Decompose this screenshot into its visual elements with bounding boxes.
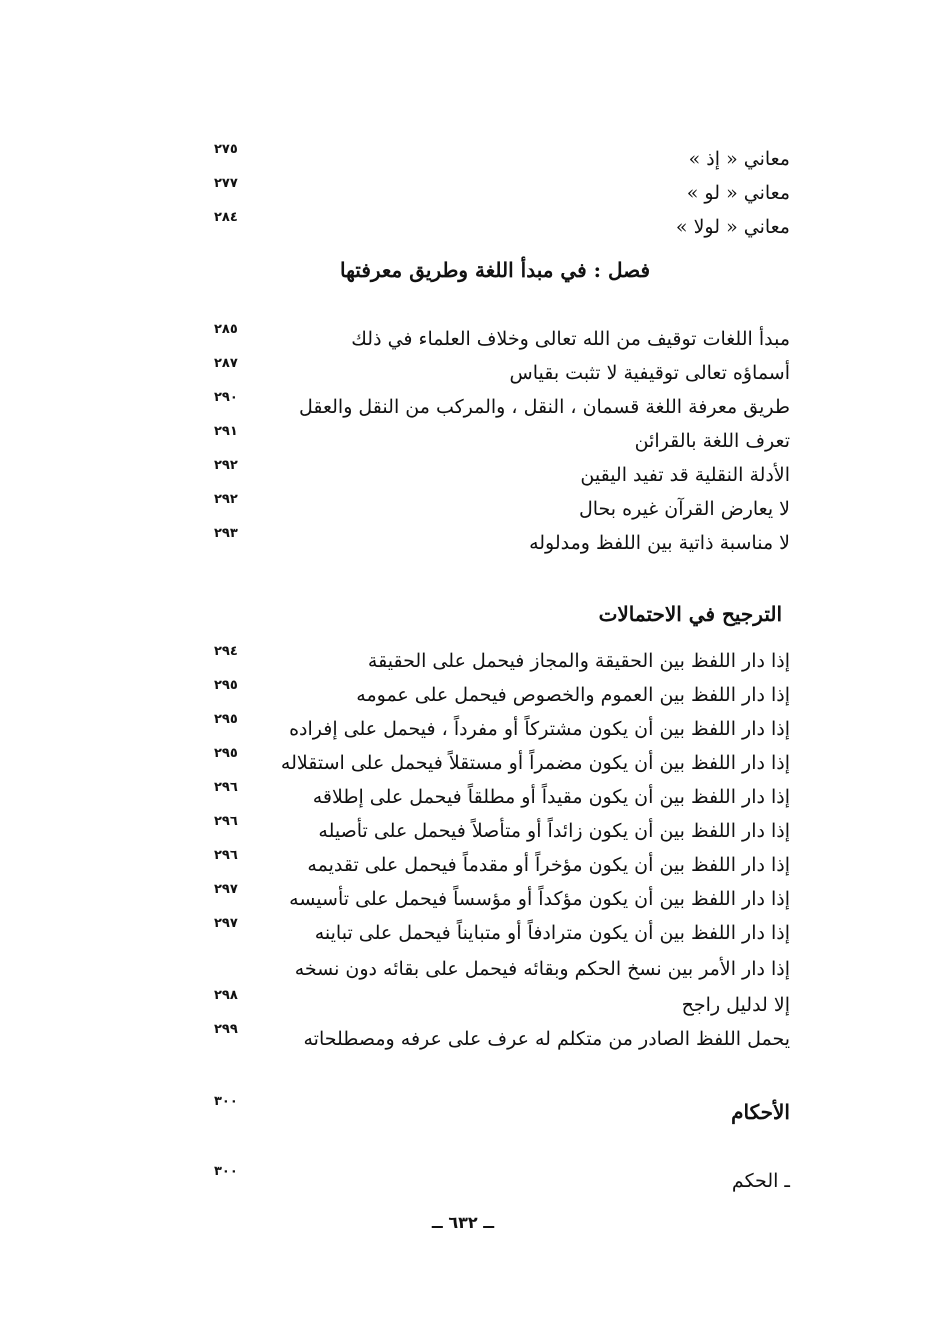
toc-entry-title: معاني « لولا »	[675, 216, 790, 238]
section-heading: فصل : في مبدأ اللغة وطريق معرفتها	[339, 258, 651, 282]
toc-entry	[200, 492, 790, 532]
toc-entry	[200, 848, 790, 888]
toc-entry-page: ٣٠٠	[214, 1094, 238, 1109]
toc-entry-page: ٢٩٩	[214, 1022, 238, 1037]
toc-entry-page: ٢٨٧	[214, 356, 238, 371]
toc-entry-page: ٢٩٦	[214, 780, 238, 795]
toc-entry-page: ٢٩٦	[214, 848, 238, 863]
toc-entry-title: إذا دار اللفظ بين أن يكون زائداً أو متأصلاً فيحمل على تأصيله	[318, 820, 790, 842]
toc-entry-title: لا مناسبة ذاتية بين اللفظ ومدلوله	[529, 532, 790, 554]
toc-entry-page: ٢٩٨	[214, 988, 238, 1003]
toc-entry-title: إذا دار اللفظ بين العموم والخصوص فيحمل على عمومه	[356, 684, 790, 706]
toc-entry	[200, 988, 790, 1028]
toc-entry	[200, 780, 790, 820]
toc-entry-page: ٢٩٠	[214, 390, 238, 405]
toc-entry-line	[200, 958, 790, 992]
toc-entry-title: لا يعارض القرآن غيره بحال	[578, 498, 790, 520]
toc-entry	[200, 882, 790, 922]
toc-entry-title: أسماؤه تعالى توقيفية لا تثبت بقياس	[509, 362, 790, 384]
toc-entry-page: ٢٩٦	[214, 814, 238, 829]
toc-entry	[200, 678, 790, 718]
toc-entry	[200, 746, 790, 786]
section-heading: الأحكام	[731, 1100, 790, 1124]
toc-entry	[200, 390, 790, 430]
toc-entry-page: ٢٨٤	[214, 210, 238, 225]
toc-entry-title: إذا دار اللفظ بين أن يكون مؤخراً أو مقدماً فيحمل على تقديمه	[307, 854, 790, 876]
toc-entry-title: إذا دار اللفظ بين أن يكون مقيداً أو مطلقاً فيحمل على إطلاقه	[312, 786, 790, 808]
section-heading: الترجيح في الاحتمالات	[598, 602, 782, 626]
toc-entry-title: ـ الحكم	[731, 1170, 790, 1192]
toc-section	[200, 1094, 790, 1134]
toc-entry-page: ٢٩٥	[214, 712, 238, 727]
toc-entry-page: ٢٩٧	[214, 916, 238, 931]
toc-entry-title: إذا دار اللفظ بين الحقيقة والمجاز فيحمل على الحقيقة	[367, 650, 790, 672]
toc-entry	[200, 526, 790, 566]
toc-entry-page: ٢٩٤	[214, 644, 238, 659]
toc-entry-page: ٢٩٢	[214, 458, 238, 473]
toc-entry-title: يحمل اللفظ الصادر من متكلم له عرف على عرفه ومصطلحاته	[303, 1028, 790, 1050]
toc-entry-title: مبدأ اللغات توقيف من الله تعالى وخلاف العلماء في ذلك	[351, 328, 790, 350]
toc-entry-title: تعرف اللغة بالقرائن	[634, 430, 790, 452]
toc-entry-page: ٢٩٣	[214, 526, 238, 541]
toc-entry-title: إذا دار اللفظ بين أن يكون مضمراً أو مستقلاً فيحمل على استقلاله	[280, 752, 790, 774]
toc-entry-title: إذا دار اللفظ بين أن يكون مؤكداً أو مؤسساً فيحمل على تأسيسه	[289, 888, 790, 910]
toc-entry	[200, 712, 790, 752]
toc-entry	[200, 458, 790, 498]
toc-entry	[200, 916, 790, 956]
toc-entry-page: ٢٧٧	[214, 176, 238, 191]
toc-entry-page: ٢٩٧	[214, 882, 238, 897]
toc-entry	[200, 1022, 790, 1062]
toc-entry-title: معاني « إذ »	[688, 148, 790, 170]
toc-entry	[200, 356, 790, 396]
page-number: ــ ٦٣٢ ــ	[431, 1213, 495, 1232]
toc-entry-title: طريق معرفة اللغة قسمان ، النقل ، والمركب من النقل والعقل	[298, 396, 790, 418]
toc-entry-page: ٢٧٥	[214, 142, 238, 157]
toc-entry-title: إذا دار اللفظ بين أن يكون مشتركاً أو مفرداً ، فيحمل على إفراده	[289, 718, 790, 740]
toc-entry-title: إذا دار اللفظ بين أن يكون مترادفاً أو متبايناً فيحمل على تباينه	[314, 922, 790, 944]
toc-entry	[200, 142, 790, 182]
toc-entry-title: معاني « لو »	[686, 182, 790, 204]
toc-entry-page: ٢٩٥	[214, 746, 238, 761]
toc-entry	[200, 322, 790, 362]
toc-entry-page: ٣٠٠	[214, 1164, 238, 1179]
toc-entry	[200, 424, 790, 464]
toc-entry-page: ٢٩٥	[214, 678, 238, 693]
toc-entry-page: ٢٨٥	[214, 322, 238, 337]
toc-entry	[200, 644, 790, 684]
toc-entry	[200, 176, 790, 216]
toc-entry-page: ٢٩٢	[214, 492, 238, 507]
toc-entry	[200, 210, 790, 250]
toc-entry-page: ٢٩١	[214, 424, 238, 439]
toc-entry-title: إذا دار الأمر بين نسخ الحكم وبقائه فيحمل على بقائه دون نسخه	[294, 958, 790, 980]
toc-entry	[200, 814, 790, 854]
toc-entry	[200, 1164, 790, 1204]
toc-entry-title: إلا لدليل راجح	[681, 994, 790, 1016]
toc-entry-title: الأدلة النقلية قد تفيد اليقين	[580, 464, 790, 486]
